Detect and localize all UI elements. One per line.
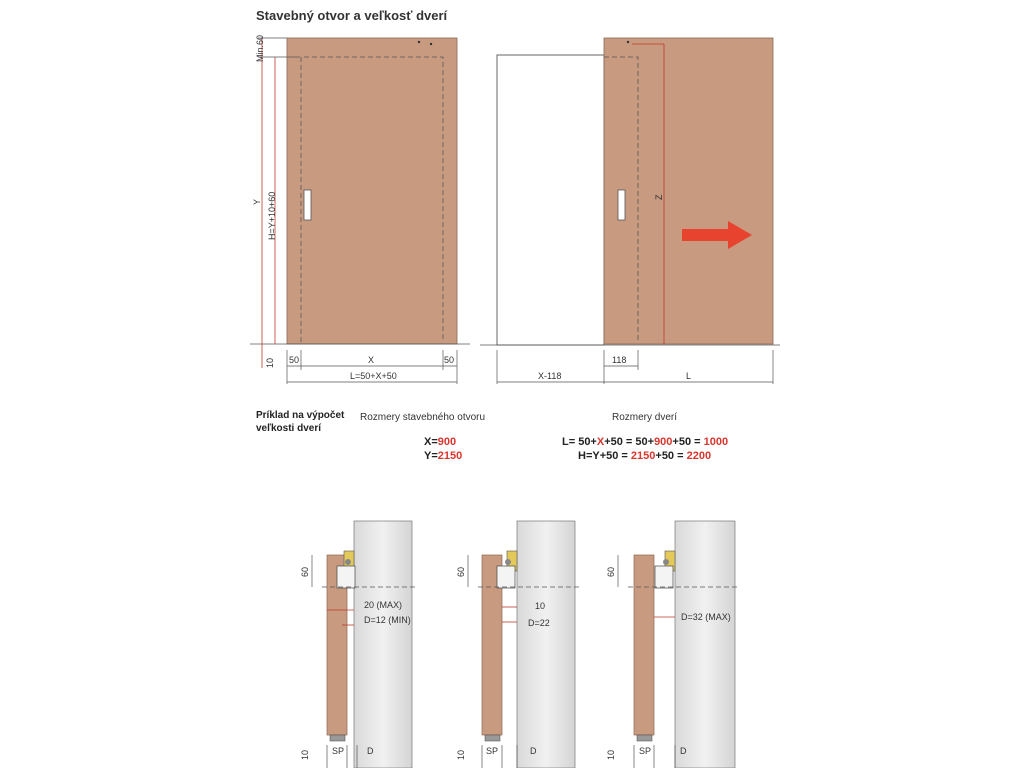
dim-gap: 10: [535, 601, 546, 611]
dim-sp: SP: [639, 746, 652, 756]
roller-icon: [430, 43, 432, 45]
door-dimensions-header: Rozmery dverí: [612, 412, 678, 423]
dim-sp: SP: [486, 746, 499, 756]
door-width-formula: L= 50+X+50 = 50+900+50 = 1000: [562, 436, 729, 448]
dim-x: X: [368, 355, 375, 365]
front-view-closed: [250, 35, 470, 384]
dim-10: 10: [300, 749, 310, 760]
opening-y: Y=2150: [424, 450, 463, 462]
roller-icon: [345, 559, 351, 565]
wall: [517, 521, 575, 768]
dim-min60: Min.60: [255, 34, 265, 62]
example-heading-line1: Príklad na výpočet: [256, 410, 345, 421]
floor-guide-icon: [637, 735, 652, 741]
dim-d-label: D: [367, 746, 374, 756]
dim-d: D=12 (MIN): [364, 615, 411, 625]
roller-icon: [627, 41, 629, 43]
example-heading-line2: veľkosti dverí: [256, 423, 321, 434]
dim-10: 10: [606, 749, 616, 760]
opening-dimensions-header: Rozmery stavebného otvoru: [360, 412, 486, 423]
dim-h: H=Y+10+60: [267, 191, 277, 240]
door-handle-icon: [618, 190, 625, 220]
roller-icon: [418, 41, 420, 43]
track-icon: [337, 566, 355, 588]
floor-guide-icon: [485, 735, 500, 741]
cross-section-2: [456, 521, 580, 768]
opening-frame: [497, 55, 604, 345]
dim-l: L=50+X+50: [350, 371, 397, 381]
opening-x: X=900: [424, 436, 457, 448]
dim-d: D=22: [528, 618, 550, 628]
dim-d: D=32 (MAX): [681, 612, 731, 622]
dim-y: Y: [252, 198, 262, 205]
front-view-open: [480, 38, 780, 384]
diagram-title: Stavebný otvor a veľkosť dverí: [256, 8, 448, 23]
dim-10: 10: [456, 749, 466, 760]
dim-right-50: 50: [444, 355, 455, 365]
cross-section-1: [300, 521, 418, 768]
dim-x118: X-118: [538, 371, 562, 381]
dim-60: 60: [456, 566, 466, 577]
door-height-formula: H=Y+50 = 2150+50 = 2200: [578, 450, 712, 462]
calculation-example: [256, 410, 728, 462]
wall: [354, 521, 412, 768]
dim-60: 60: [300, 566, 310, 577]
floor-guide-icon: [330, 735, 345, 741]
dim-118: 118: [612, 355, 627, 365]
dim-z: Z: [654, 194, 664, 200]
dim-gap: 20 (MAX): [364, 600, 403, 610]
dim-bottom-10: 10: [265, 357, 275, 368]
door-panel: [287, 38, 457, 344]
door-section: [634, 555, 654, 735]
roller-icon: [663, 559, 669, 565]
track-icon: [655, 566, 673, 588]
door-panel: [604, 38, 773, 344]
door-handle-icon: [304, 190, 311, 220]
dim-d-label: D: [680, 746, 687, 756]
wall: [675, 521, 735, 768]
dim-sp: SP: [332, 746, 345, 756]
dim-d-label: D: [530, 746, 537, 756]
cross-section-3: [606, 521, 740, 768]
track-icon: [497, 566, 515, 588]
dim-60: 60: [606, 566, 616, 577]
roller-icon: [505, 559, 511, 565]
dim-l: L: [686, 371, 692, 381]
dim-left-50: 50: [289, 355, 300, 365]
